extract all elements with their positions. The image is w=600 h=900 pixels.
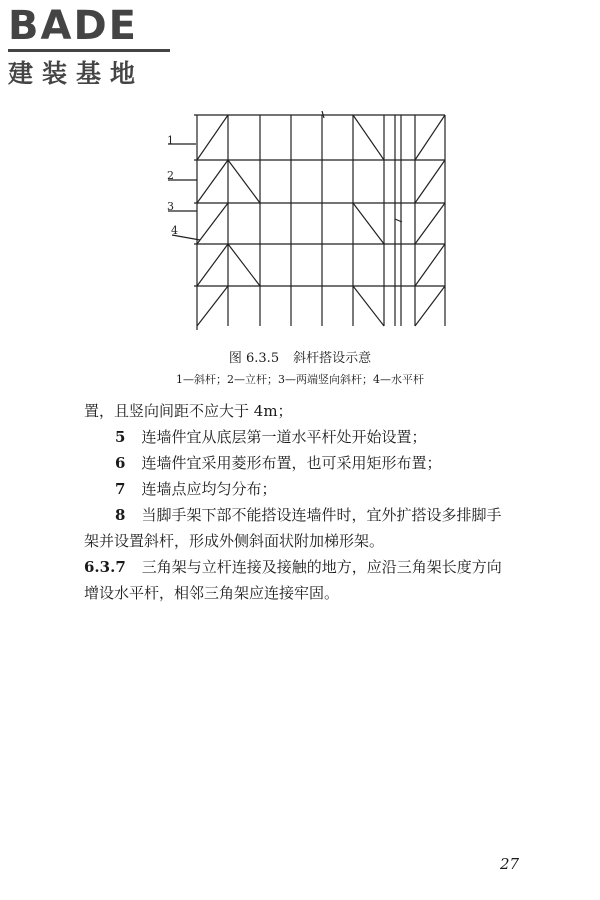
continued-line: 置，且竖向间距不应大于 4m； <box>84 402 293 420</box>
section-continuation: 增设水平杆，相邻三角架应连接牢固。 <box>84 584 340 602</box>
section-text: 三角架与立杆连接及接触的地方，应沿三角架长度方向 <box>141 558 502 576</box>
diagonal-brace <box>353 203 384 244</box>
end-diagonal-brace <box>197 115 228 160</box>
end-diagonal-brace <box>197 244 228 286</box>
figure-label-4: 4 <box>171 224 178 237</box>
logo-brand: BADE <box>8 3 138 49</box>
item-text: 当脚手架下部不能搭设连墙件时，宜外扩搭设多排脚手 <box>141 506 502 524</box>
bade-logo <box>8 3 178 90</box>
figure-label-3: 3 <box>167 200 174 213</box>
item-number: 6 <box>115 454 126 472</box>
section-6-3-7 <box>84 556 502 578</box>
list-item <box>115 452 441 474</box>
end-diagonal-brace <box>415 286 445 326</box>
list-item <box>115 478 276 500</box>
list-item-continuation: 架并设置斜杆，形成外侧斜面状附加梯形架。 <box>84 532 385 550</box>
item-text: 连墙件宜采用菱形布置，也可采用矩形布置； <box>141 454 442 472</box>
diagonal-brace <box>353 286 384 326</box>
figure-caption-number: 图 6.3.5 <box>228 351 280 366</box>
figure-caption-title: 斜杆搭设示意 <box>293 351 372 366</box>
list-item <box>115 504 501 526</box>
figure-label-1: 1 <box>167 134 174 147</box>
scaffold-diagonal-diagram <box>150 108 460 336</box>
figure-label-2: 2 <box>167 169 174 182</box>
diagonal-brace <box>228 160 260 203</box>
item-number: 5 <box>115 428 126 446</box>
list-item <box>115 426 426 448</box>
end-diagonal-brace <box>197 286 228 326</box>
section-number: 6.3.7 <box>84 558 126 576</box>
figure-caption <box>0 347 600 366</box>
item-text: 连墙点应均匀分布； <box>141 480 277 498</box>
end-diagonal-brace <box>197 160 228 203</box>
page-number: 27 <box>500 855 520 873</box>
end-diagonal-brace <box>197 203 228 244</box>
logo-divider <box>8 49 170 52</box>
logo-tagline: 建装基地 <box>8 59 145 88</box>
end-diagonal-brace <box>415 115 445 160</box>
figure-legend: 1—斜杆；2—立杆；3—两端竖向斜杆；4—水平杆 <box>176 373 424 386</box>
end-diagonal-brace <box>415 244 445 286</box>
diagonal-brace <box>353 115 384 160</box>
item-number: 7 <box>115 480 126 498</box>
end-diagonal-brace <box>415 160 445 203</box>
item-number: 8 <box>115 506 126 524</box>
item-text: 连墙件宜从底层第一道水平杆处开始设置； <box>141 428 427 446</box>
end-diagonal-brace <box>415 203 445 244</box>
diagonal-brace <box>228 244 260 286</box>
